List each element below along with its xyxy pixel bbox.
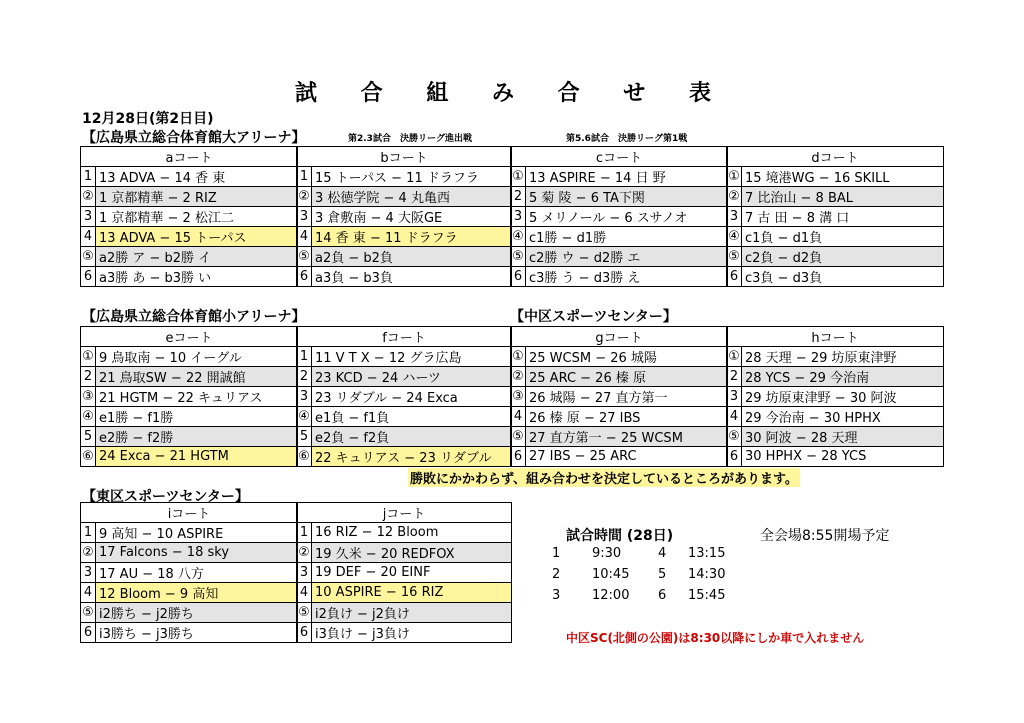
game-time: 15:45 <box>688 588 726 603</box>
match-row <box>511 167 728 187</box>
parking-warning: 中区SC(北側の公園)は8:30以降にしか車で入れません <box>566 631 865 645</box>
match-pairing: 7 古 田 − 8 溝 口 <box>742 207 944 227</box>
game-number: 6 <box>511 267 526 287</box>
match-pairing: i2勝ち − j2勝ち <box>96 603 298 623</box>
match-pairing: 23 リダブル − 24 Exca <box>312 387 512 407</box>
court-header-row <box>81 327 298 347</box>
match-pairing: c1負 − d1負 <box>742 227 944 247</box>
game-number: 1 <box>552 546 561 561</box>
court-name: jコート <box>297 503 512 523</box>
match-pairing: 19 久米 − 20 REDFOX <box>312 543 512 563</box>
match-pairing: 21 HGTM − 22 キュリアス <box>96 387 298 407</box>
match-row <box>81 267 298 287</box>
match-pairing: 28 天理 − 29 坊原東津野 <box>742 347 944 367</box>
game-number: ② <box>81 543 96 563</box>
match-row <box>297 447 512 467</box>
match-row <box>511 267 728 287</box>
court-e-table <box>80 326 298 467</box>
court-b-table <box>296 146 512 287</box>
court-i-table <box>80 502 298 643</box>
match-row <box>81 523 298 543</box>
game-number: ① <box>511 167 526 187</box>
game-number: ⑥ <box>297 447 312 467</box>
game-number: 6 <box>727 267 742 287</box>
game-number: 3 <box>297 563 312 583</box>
court-j-table <box>296 502 512 643</box>
court-name: gコート <box>511 327 728 347</box>
game-number: 6 <box>658 588 667 603</box>
game-number: ⑥ <box>81 447 96 467</box>
match-pairing: 13 ADVA − 15 トーパス <box>96 227 298 247</box>
match-row <box>297 543 512 563</box>
match-row <box>81 407 298 427</box>
match-row <box>727 247 944 267</box>
game-number: 6 <box>297 267 312 287</box>
game-number: 3 <box>727 207 742 227</box>
court-header-row <box>297 503 512 523</box>
game-number: ③ <box>81 387 96 407</box>
game-number: 3 <box>297 207 312 227</box>
match-pairing: 3 倉敷南 − 4 大阪GE <box>312 207 512 227</box>
match-row <box>297 207 512 227</box>
match-row <box>727 447 944 467</box>
game-number: 3 <box>552 588 561 603</box>
game-number: ⑤ <box>511 427 526 447</box>
game-number: 2 <box>727 367 742 387</box>
game-number: 3 <box>297 387 312 407</box>
game-number: 2 <box>552 567 561 582</box>
match-row <box>727 207 944 227</box>
match-pairing: 9 鳥取南 − 10 イーグル <box>96 347 298 367</box>
game-number: ② <box>297 543 312 563</box>
match-pairing: 17 Falcons − 18 sky <box>96 543 298 563</box>
game-number: 6 <box>297 623 312 643</box>
court-header-row <box>727 147 944 167</box>
game-number: 3 <box>511 207 526 227</box>
game-number: 4 <box>727 407 742 427</box>
match-pairing: c3負 − d3負 <box>742 267 944 287</box>
court-header-row <box>297 147 512 167</box>
match-pairing: 15 トーパス − 11 ドラフラ <box>312 167 512 187</box>
game-number: ② <box>511 367 526 387</box>
game-number: 5 <box>297 427 312 447</box>
game-number: ① <box>727 347 742 367</box>
match-pairing: i3負け − j3負け <box>312 623 512 643</box>
match-pairing: 30 HPHX − 28 YCS <box>742 447 944 467</box>
game-number: 4 <box>297 583 312 603</box>
match-pairing: 5 菊 陵 − 6 TA下関 <box>526 187 728 207</box>
game-number: ② <box>81 187 96 207</box>
game-number: 2 <box>511 187 526 207</box>
match-row <box>297 583 512 603</box>
game-number: 5 <box>658 567 667 582</box>
match-pairing: 30 阿波 − 28 天理 <box>742 427 944 447</box>
match-row <box>297 167 512 187</box>
game-number: ⑤ <box>81 603 96 623</box>
game-number: ② <box>727 187 742 207</box>
match-row <box>297 523 512 543</box>
match-row <box>297 427 512 447</box>
court-name: hコート <box>727 327 944 347</box>
note-games-2-3: 第2.3試合 決勝リーグ進出戦 <box>348 134 472 144</box>
court-d-table <box>726 146 944 287</box>
venue-small-arena: 【広島県立総合体育館小アリーナ】 <box>82 309 306 325</box>
court-name: bコート <box>297 147 512 167</box>
match-pairing: 23 KCD − 24 ハーツ <box>312 367 512 387</box>
game-number: 6 <box>727 447 742 467</box>
match-row <box>297 227 512 247</box>
match-row <box>297 563 512 583</box>
match-pairing: 16 RIZ − 12 Bloom <box>312 523 512 543</box>
match-pairing: e1勝 − f1勝 <box>96 407 298 427</box>
game-number: ⑤ <box>297 247 312 267</box>
match-pairing: 1 京都精華 − 2 松江二 <box>96 207 298 227</box>
court-header-row <box>81 503 298 523</box>
match-pairing: i2負け − j2負け <box>312 603 512 623</box>
match-row <box>81 187 298 207</box>
match-row <box>297 603 512 623</box>
match-row <box>727 427 944 447</box>
game-number: 1 <box>297 167 312 187</box>
match-pairing: 27 直方第一 − 25 WCSM <box>526 427 728 447</box>
game-number: ④ <box>81 407 96 427</box>
game-time: 9:30 <box>592 546 622 561</box>
court-h-table <box>726 326 944 467</box>
match-row <box>511 227 728 247</box>
match-pairing: 24 Exca − 21 HGTM <box>96 447 298 467</box>
match-pairing: 25 ARC − 26 榛 原 <box>526 367 728 387</box>
match-row <box>727 407 944 427</box>
game-number: 6 <box>511 447 526 467</box>
match-pairing: c2勝 ウ − d2勝 エ <box>526 247 728 267</box>
match-row <box>81 543 298 563</box>
court-name: aコート <box>81 147 298 167</box>
game-number: ③ <box>511 387 526 407</box>
game-number: 4 <box>658 546 667 561</box>
match-row <box>727 167 944 187</box>
match-pairing: 14 香 東 − 11 ドラフラ <box>312 227 512 247</box>
match-pairing: a3負 − b3負 <box>312 267 512 287</box>
court-name: cコート <box>511 147 728 167</box>
match-row <box>297 187 512 207</box>
court-name: dコート <box>727 147 944 167</box>
match-pairing: 28 YCS − 29 今治南 <box>742 367 944 387</box>
court-c-table <box>510 146 728 287</box>
match-pairing: 21 鳥取SW − 22 開誠館 <box>96 367 298 387</box>
game-number: ④ <box>727 227 742 247</box>
game-number: 1 <box>81 523 96 543</box>
match-times-heading: 試合時間 (28日) <box>566 528 674 544</box>
match-row <box>81 387 298 407</box>
match-pairing: 15 境港WG − 16 SKILL <box>742 167 944 187</box>
court-name: fコート <box>297 327 512 347</box>
court-name: iコート <box>81 503 298 523</box>
game-number: 4 <box>511 407 526 427</box>
match-pairing: 26 城陽 − 27 直方第一 <box>526 387 728 407</box>
game-number: ④ <box>511 227 526 247</box>
note-games-5-6: 第5.6試合 決勝リーグ第1戦 <box>566 134 688 144</box>
match-row <box>81 563 298 583</box>
match-row <box>81 367 298 387</box>
match-row <box>727 187 944 207</box>
match-pairing: c1勝 − d1勝 <box>526 227 728 247</box>
court-header-row <box>297 327 512 347</box>
game-number: ⑤ <box>297 603 312 623</box>
match-row <box>511 387 728 407</box>
game-number: ① <box>727 167 742 187</box>
match-row <box>81 227 298 247</box>
match-row <box>81 583 298 603</box>
match-pairing: 10 ASPIRE − 16 RIZ <box>312 583 512 603</box>
venue-naka-sports-center: 【中区スポーツセンター】 <box>510 309 677 325</box>
court-f-table <box>296 326 512 467</box>
game-number: 3 <box>727 387 742 407</box>
match-row <box>297 407 512 427</box>
match-pairing: 1 京都精華 − 2 RIZ <box>96 187 298 207</box>
game-time: 12:00 <box>592 588 630 603</box>
match-row <box>297 347 512 367</box>
court-a-table <box>80 146 298 287</box>
match-row <box>81 623 298 643</box>
match-pairing: 7 比治山 − 8 BAL <box>742 187 944 207</box>
court-name: eコート <box>81 327 298 347</box>
court-header-row <box>511 147 728 167</box>
game-number: ⑤ <box>727 247 742 267</box>
game-number: 4 <box>297 227 312 247</box>
venue-main-arena: 【広島県立総合体育館大アリーナ】 <box>82 130 306 146</box>
game-time: 13:15 <box>688 546 726 561</box>
match-row <box>727 347 944 367</box>
match-pairing: 25 WCSM − 26 城陽 <box>526 347 728 367</box>
court-header-row <box>81 147 298 167</box>
match-row <box>511 447 728 467</box>
match-pairing: a2勝 ア − b2勝 イ <box>96 247 298 267</box>
match-pairing: 19 DEF − 20 EINF <box>312 563 512 583</box>
match-row <box>727 227 944 247</box>
match-row <box>297 267 512 287</box>
game-number: 4 <box>81 227 96 247</box>
match-row <box>81 427 298 447</box>
match-row <box>511 347 728 367</box>
game-number: 6 <box>81 267 96 287</box>
match-row <box>81 347 298 367</box>
game-number: 6 <box>81 623 96 643</box>
court-header-row <box>511 327 728 347</box>
match-pairing: 12 Bloom − 9 高知 <box>96 583 298 603</box>
match-pairing: 5 メリノール − 6 スサノオ <box>526 207 728 227</box>
match-row <box>511 187 728 207</box>
match-row <box>511 407 728 427</box>
match-pairing: e1負 − f1負 <box>312 407 512 427</box>
match-pairing: 26 榛 原 − 27 IBS <box>526 407 728 427</box>
match-pairing: e2負 − f2負 <box>312 427 512 447</box>
match-pairing: 13 ADVA − 14 香 東 <box>96 167 298 187</box>
match-row <box>511 247 728 267</box>
match-pairing: c3勝 う − d3勝 え <box>526 267 728 287</box>
court-g-table <box>510 326 728 467</box>
match-pairing: 13 ASPIRE − 14 日 野 <box>526 167 728 187</box>
game-number: ④ <box>297 407 312 427</box>
game-number: ② <box>297 187 312 207</box>
match-pairing: 29 今治南 − 30 HPHX <box>742 407 944 427</box>
match-pairing: 9 高知 − 10 ASPIRE <box>96 523 298 543</box>
game-number: 3 <box>81 207 96 227</box>
game-number: 2 <box>81 367 96 387</box>
match-row <box>511 367 728 387</box>
match-pairing: 3 松徳学院 − 4 丸亀西 <box>312 187 512 207</box>
match-row <box>297 387 512 407</box>
game-number: 2 <box>297 367 312 387</box>
game-number: ① <box>81 347 96 367</box>
game-number: 1 <box>297 523 312 543</box>
game-number: ⑤ <box>81 247 96 267</box>
game-number: ⑤ <box>511 247 526 267</box>
pairing-note: 勝敗にかかわらず、組み合わせを決定しているところがあります。 <box>408 468 800 487</box>
match-row <box>81 603 298 623</box>
match-pairing: a3勝 あ − b3勝 い <box>96 267 298 287</box>
match-row <box>297 623 512 643</box>
match-row <box>81 447 298 467</box>
court-header-row <box>727 327 944 347</box>
page-title: 試 合 組 み 合 せ 表 <box>295 81 729 106</box>
venue-higashi-sports-center: 【東区スポーツセンター】 <box>82 489 249 505</box>
match-row <box>727 387 944 407</box>
match-pairing: 29 坊原東津野 − 30 阿波 <box>742 387 944 407</box>
match-pairing: 27 IBS − 25 ARC <box>526 447 728 467</box>
game-number: 1 <box>297 347 312 367</box>
match-row <box>297 247 512 267</box>
match-row <box>511 427 728 447</box>
match-pairing: c2負 − d2負 <box>742 247 944 267</box>
game-time: 10:45 <box>592 567 630 582</box>
match-pairing: e2勝 − f2勝 <box>96 427 298 447</box>
game-number: 4 <box>81 583 96 603</box>
match-date: 12月28日(第2日目) <box>82 111 214 127</box>
game-time: 14:30 <box>688 567 726 582</box>
game-number: 5 <box>81 427 96 447</box>
match-row <box>81 167 298 187</box>
game-number: 3 <box>81 563 96 583</box>
venue-open-time: 全会場8:55開場予定 <box>760 528 890 544</box>
match-pairing: 11 V T X − 12 グラ広島 <box>312 347 512 367</box>
match-row <box>81 247 298 267</box>
match-row <box>727 367 944 387</box>
match-pairing: 22 キュリアス − 23 リダブル <box>312 447 512 467</box>
game-number: 1 <box>81 167 96 187</box>
match-pairing: i3勝ち − j3勝ち <box>96 623 298 643</box>
match-row <box>727 267 944 287</box>
match-row <box>297 367 512 387</box>
match-row <box>81 207 298 227</box>
game-number: ⑤ <box>727 427 742 447</box>
match-row <box>511 207 728 227</box>
match-pairing: a2負 − b2負 <box>312 247 512 267</box>
match-pairing: 17 AU − 18 八方 <box>96 563 298 583</box>
game-number: ① <box>511 347 526 367</box>
